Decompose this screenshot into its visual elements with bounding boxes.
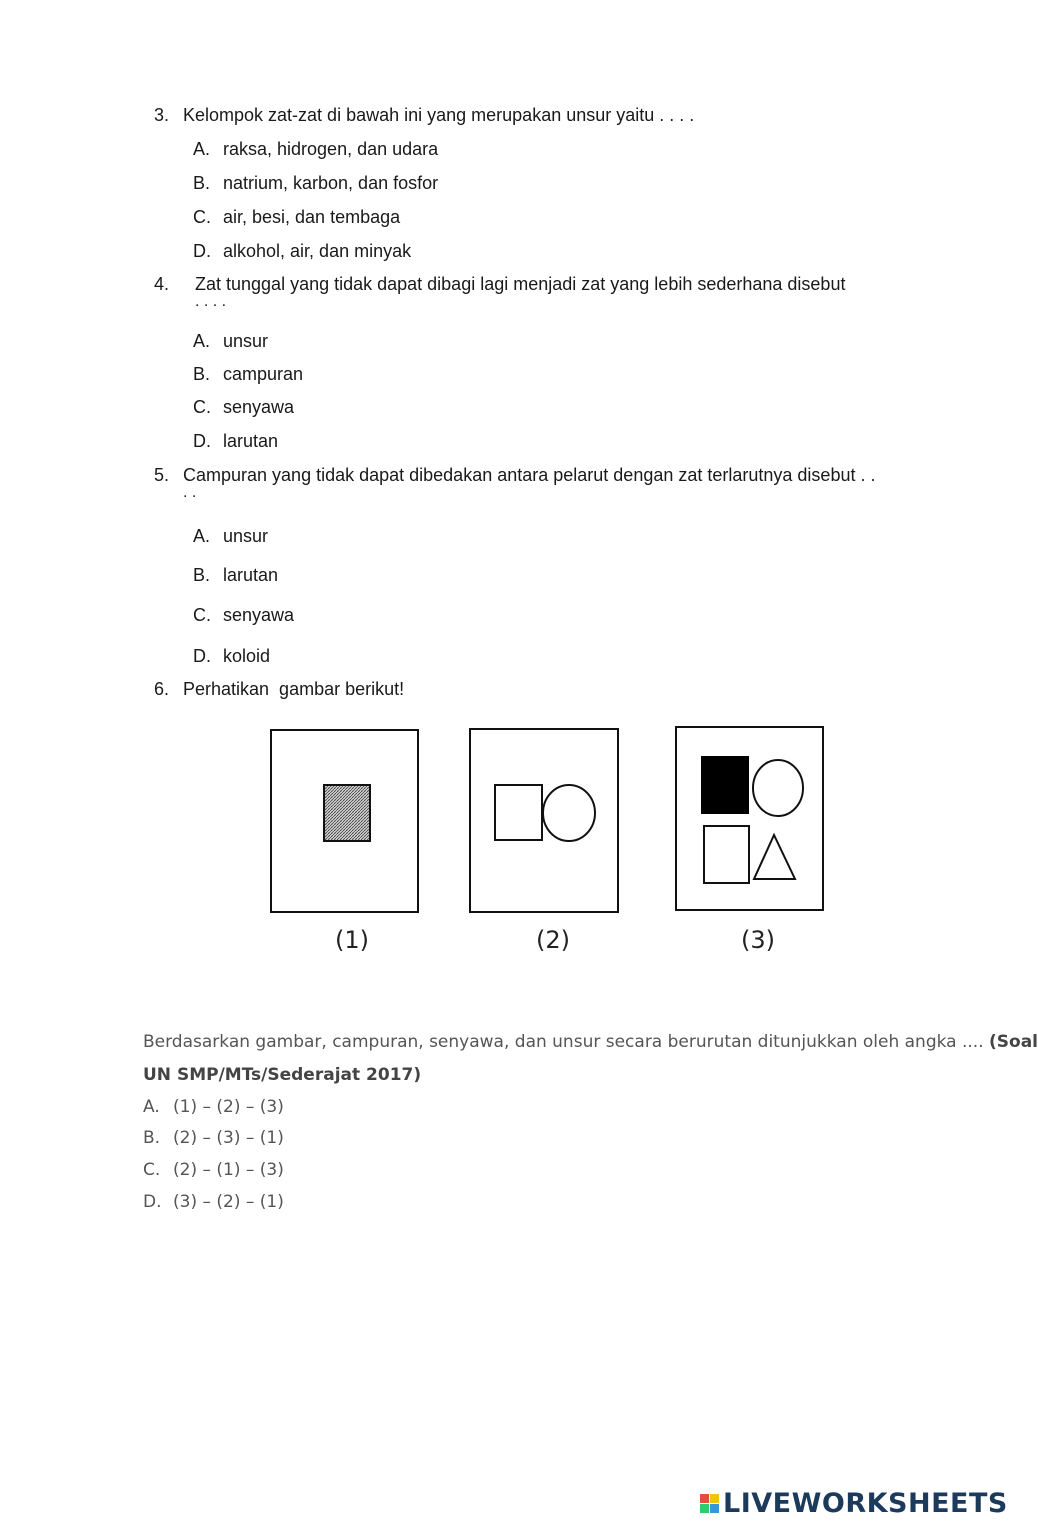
filled-square-circle-square-triangle-icon <box>677 728 821 908</box>
option-a[interactable]: A. unsur <box>193 526 269 546</box>
question-text: Perhatikan gambar berikut! <box>183 679 405 699</box>
figure-3-label: (3) <box>741 926 775 954</box>
option-b[interactable]: B. natrium, karbon, dan fosfor <box>193 173 439 193</box>
figure-3 <box>675 726 824 911</box>
question-6-prompt: Berdasarkan gambar, campuran, senyawa, dan unsur secara berurutan ditunjukkan oleh angka .... (Soal <box>143 1032 1038 1052</box>
liveworksheets-logo <box>700 1488 1008 1519</box>
question-text-continuation: . . . . <box>195 293 227 310</box>
option-c[interactable]: C. senyawa <box>193 605 295 625</box>
option-d[interactable]: D. (3) – (2) – (1) <box>143 1192 284 1212</box>
hatched-square-icon <box>272 731 416 910</box>
square-and-circle-icon <box>471 730 616 910</box>
source-reference-cont: UN SMP/MTs/Sederajat 2017) <box>143 1065 422 1085</box>
option-a[interactable]: A. unsur <box>193 331 269 351</box>
option-b[interactable]: B. (2) – (3) – (1) <box>143 1128 284 1148</box>
option-a[interactable]: A. (1) – (2) – (3) <box>143 1097 284 1117</box>
question-number: 4. <box>154 274 170 294</box>
question-number: 5. <box>154 465 170 485</box>
source-reference: (Soal <box>989 1032 1038 1052</box>
option-a[interactable]: A. raksa, hidrogen, dan udara <box>193 139 439 159</box>
figure-2-label: (2) <box>536 926 570 954</box>
question-text-continuation: . . <box>183 484 197 501</box>
liveworksheets-mark-icon <box>700 1494 719 1513</box>
figure-1-label: (1) <box>335 926 369 954</box>
option-b[interactable]: B. larutan <box>193 565 279 585</box>
question-text: Campuran yang tidak dapat dibedakan antara pelarut dengan zat terlarutnya disebut . . <box>183 465 876 485</box>
question-6-prompt-continuation <box>143 1065 421 1085</box>
option-c[interactable]: C. senyawa <box>193 397 295 417</box>
option-d[interactable]: D. larutan <box>193 431 279 451</box>
question-number: 3. <box>154 105 170 125</box>
option-c[interactable]: C. air, besi, dan tembaga <box>193 207 401 227</box>
option-d[interactable]: D. koloid <box>193 646 271 666</box>
option-d[interactable]: D. alkohol, air, dan minyak <box>193 241 412 261</box>
figure-2 <box>469 728 619 913</box>
question-text: Kelompok zat-zat di bawah ini yang merupakan unsur yaitu . . . . <box>183 105 695 125</box>
question-text: Zat tunggal yang tidak dapat dibagi lagi menjadi zat yang lebih sederhana disebut <box>195 274 846 294</box>
option-b[interactable]: B. campuran <box>193 364 304 384</box>
option-c[interactable]: C. (2) – (1) – (3) <box>143 1160 284 1180</box>
figure-1 <box>270 729 419 913</box>
question-number: 6. <box>154 679 170 699</box>
brand-name: LIVEWORKSHEETS <box>723 1488 1008 1519</box>
